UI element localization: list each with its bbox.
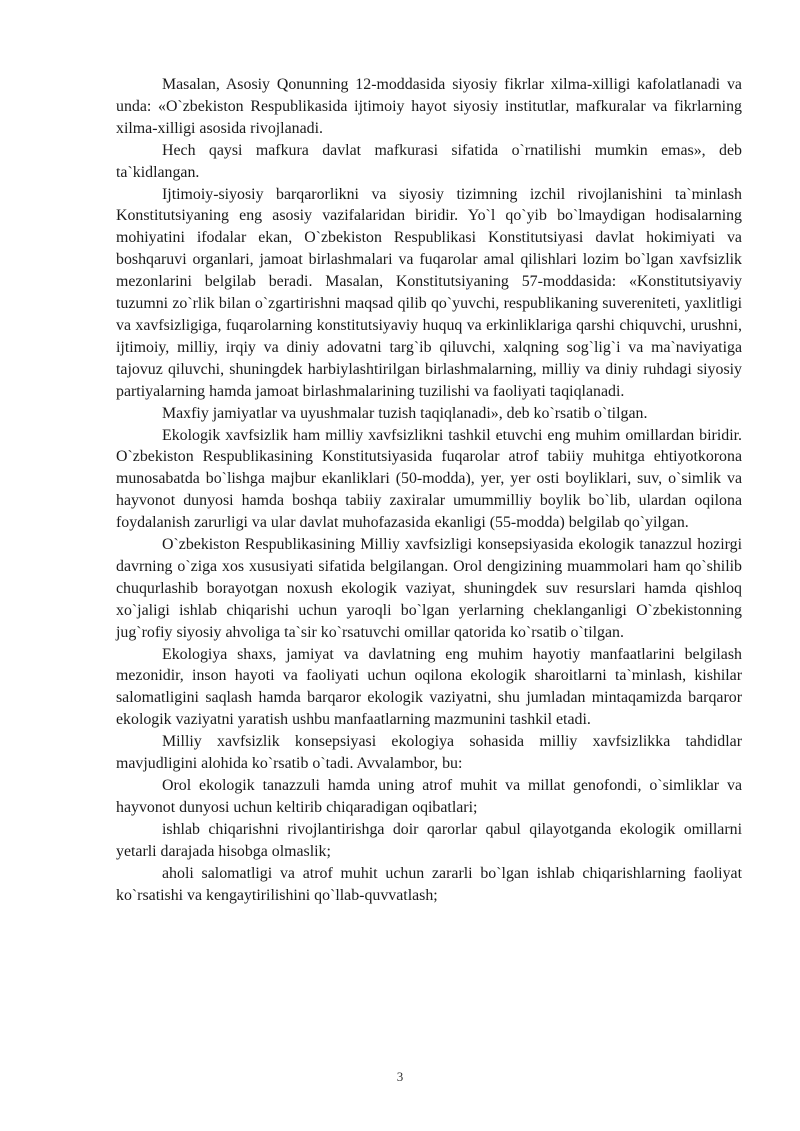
paragraph: O`zbekiston Respublikasining Milliy xavfsizligi konsepsiyasida ekologik tanazzul hozirgi davrning o`ziga xos xususiyati sifatida belgilangan. Orol dengizining muammolari ham qo`shilib chuqurlashib borayotgan noxush ekologik vaziyat, shuningdek suv resurslari hamda qishloq xo`jaligi ishlab chiqarishi uchun yaroqli bo`lgan yerlarning cheklanganligi O`zbekistonning jug`rofiy siyosiy ahvoliga ta`sir ko`rsatuvchi omillar qatorida ko`rsatib o`tilgan. <box>116 536 742 641</box>
list-item: ishlab chiqarishni rivojlantirishga doir qarorlar qabul qilayotganda ekologik omillarni yetarli darajada hisobga olmaslik; <box>116 820 742 860</box>
paragraph: Maxfiy jamiyatlar va uyushmalar tuzish taqiqlanadi», deb ko`rsatib o`tilgan. <box>162 404 648 422</box>
list-item: aholi salomatligi va atrof muhit uchun zararli bo`lgan ishlab chiqarishlarning faoliyat ko`rsatishi va kengaytirilishini qo`llab-quvvatlash; <box>116 864 742 904</box>
paragraph: Masalan, Asosiy Qonunning 12-moddasida siyosiy fikrlar xilma-xilligi kafolatlanadi va unda: «O`zbekiston Respublikasida ijtimoiy hayot siyosiy institutlar, mafkuralar va fikrlarning xilma-xilligi asosida rivojlanadi. <box>116 76 742 137</box>
list-item: Orol ekologik tanazzuli hamda uning atrof muhit va millat genofondi, o`simliklar va hayvonot dunyosi uchun keltirib chiqaradigan oqibatlari; <box>116 777 742 816</box>
paragraph: Ijtimoiy-siyosiy barqarorlikni va siyosiy tizimning izchil rivojlanishini ta`minlash Konstitutsiyaning eng asosiy vazifalaridan biridir. Yo`l qo`yib bo`lmaydigan hodisalarning mohiyatini ifodalar ekan, O`zbekiston Respublikasi Konstitutsiyasi davlat hokimiyati va boshqaruvi organlari, jamoat birlashmalari va fuqarolar amal qilishlari lozim bo`lgan xavfsizlik mezonlarini belgilab beradi. Masalan, Konstitutsiyaning 57-moddasida: «Konstitutsiyaviy tuzumni zo`rlik bilan o`zgartirishni maqsad qilib qo`yuvchi, respublikaning suvereniteti, yaxlitligi va xavfsizligiga, fuqarolarning konstitutsiyaviy huquq va erkinliklariga qarshi chiquvchi, urushni, ijtimoiy, milliy, irqiy va diniy adovatni targ`ib qiluvchi, xalqning sog`lig`i va ma`naviyatiga tajovuz qiluvchi, shuningdek harbiylashtirilgan birlashmalarning, milliy va diniy ruhdagi siyosiy partiyalarning hamda jamoat birlashmalarining tuzilishi va faoliyati taqiqlanadi. <box>116 185 742 400</box>
page-number: 3 <box>396 1069 404 1084</box>
paragraph: Ekologik xavfsizlik ham milliy xavfsizlikni tashkil etuvchi eng muhim omillardan biridir. O`zbekiston Respublikasining Konstitutsiyasida fuqarolar atrof tabiiy muhitga ehtiyotkorona munosabatda bo`lishga majbur ekanliklari (50-modda), yer, yer osti boyliklari, suv, o`simlik va hayvonot dunyosi hamda boshqa tabiiy zaxiralar umummilliy boylik bo`lib, ulardan oqilona foydalanish zarurligi va ular davlat muhofazasida ekanligi (55-modda) belgilab qo`yilgan. <box>116 426 742 532</box>
document-body <box>116 74 742 906</box>
paragraph: Hech qaysi mafkura davlat mafkurasi sifatida o`rnatilishi mumkin emas», deb ta`kidlangan. <box>116 141 742 181</box>
paragraph: Milliy xavfsizlik konsepsiyasi ekologiya sohasida milliy xavfsizlikka tahdidlar mavjudligini alohida ko`rsatib o`tadi. Avvalambor, bu: <box>116 733 742 773</box>
paragraph: Ekologiya shaxs, jamiyat va davlatning eng muhim hayotiy manfaatlarini belgilash mezonidir, inson hayoti va faoliyati uchun oqilona ekologik sharoitlarni ta`minlash, kishilar salomatligini saqlash hamda barqaror ekologik vaziyatni, shu jumladan mintaqamizda barqaror ekologik vaziyatni yaratish ushbu manfaatlarning mazmunini tashkil etadi. <box>116 645 742 729</box>
